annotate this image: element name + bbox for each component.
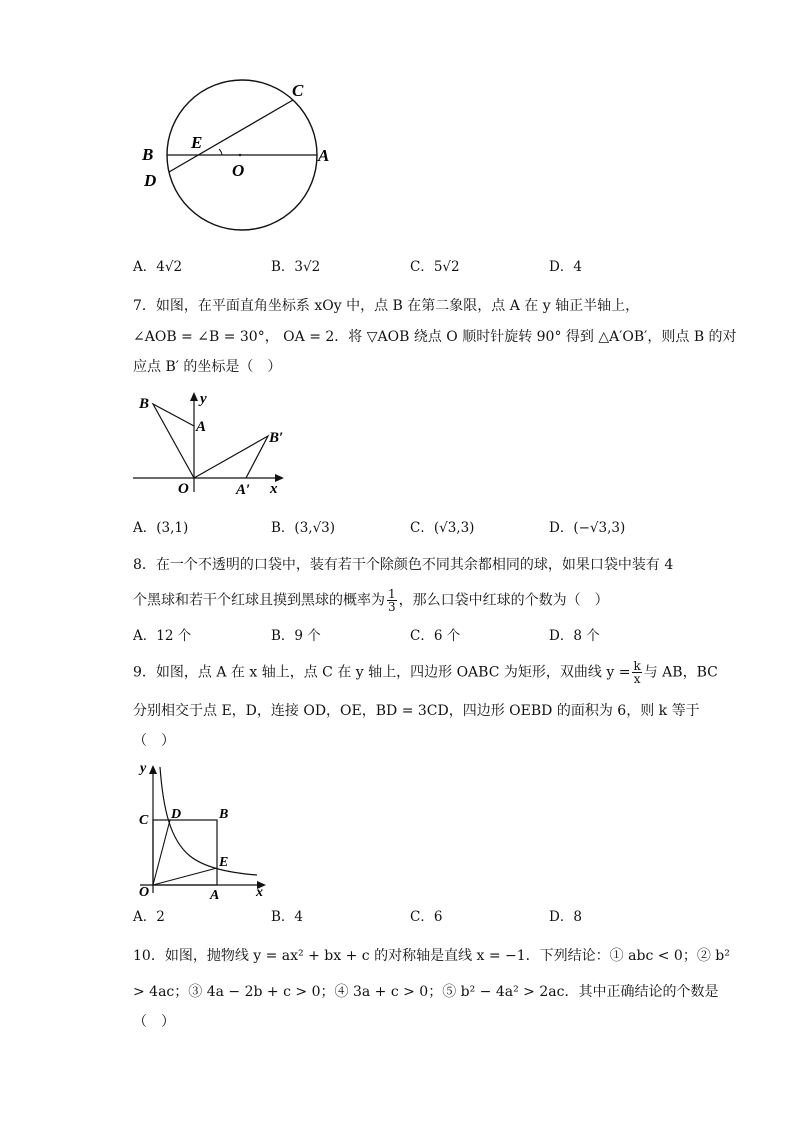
q6-option-b[interactable]: B．3√2: [271, 259, 321, 275]
q7-line-2: ∠AOB = ∠B = 30°， OA = 2．将 ▽AOB 绕点 O 顺时针旋转 90° 得到 △A′OB′，则点 B 的对: [133, 329, 737, 345]
q9-option-d[interactable]: D．8: [549, 909, 582, 925]
frac-numerator: k: [633, 659, 641, 673]
q9-line-1a: 9．如图，点 A 在 x 轴上，点 C 在 y 轴上，四边形 OABC 为矩形，双曲线 y =: [133, 664, 631, 681]
q10-line-1: 10．如图，抛物线 y = ax² + bx + c 的对称轴是直线 x = −1．下列结论：① abc < 0；② b²: [133, 948, 730, 964]
frac-denominator: 3: [388, 600, 396, 614]
label-o: O: [178, 481, 189, 497]
q9-line-2: 分别相交于点 E，D，连接 OD，OE，BD = 3CD，四边形 OEBD 的面积为 6，则 k 等于: [133, 703, 700, 719]
q7-option-b[interactable]: B．(3,√3): [271, 520, 336, 536]
q9-option-a[interactable]: A．2: [133, 909, 165, 925]
label-c: C: [292, 81, 304, 100]
hyperbola-fraction: [632, 660, 641, 685]
rectangle-oabc: [153, 820, 217, 885]
q8-option-d[interactable]: D．8 个: [549, 628, 600, 644]
q7-option-c[interactable]: C．(√3,3): [410, 520, 475, 536]
label-d: D: [144, 171, 157, 190]
label-c: C: [139, 813, 149, 828]
q7-option-a[interactable]: A．(3,1): [133, 520, 189, 536]
label-x: x: [270, 481, 278, 497]
frac-numerator: 1: [388, 587, 396, 601]
q8-option-b[interactable]: B．9 个: [271, 628, 321, 644]
angle-arc: [219, 149, 222, 155]
hyperbola-figure: [133, 758, 273, 903]
label-a: A: [318, 146, 330, 165]
q6-option-a[interactable]: A．4√2: [133, 259, 183, 275]
q8-line-1: 8．在一个不透明的口袋中，装有若干个除颜色不同其余都相同的球，如果口袋中装有 4: [133, 557, 674, 573]
label-e: E: [219, 855, 229, 870]
chord-dc: [169, 100, 293, 172]
q9-option-c[interactable]: C．6: [410, 909, 443, 925]
rotation-figure: [133, 388, 293, 498]
segment-od: [153, 820, 170, 885]
label-e: E: [191, 133, 203, 152]
probability-fraction: [387, 588, 397, 613]
label-a: A: [196, 419, 207, 435]
q7-line-3: 应点 B′ 的坐标是（ ）: [133, 359, 282, 375]
label-b: B: [139, 396, 150, 412]
q6-option-d[interactable]: D．4: [549, 259, 582, 275]
q6-option-c[interactable]: C．5√2: [410, 259, 460, 275]
q8-line-2b: ，那么口袋中红球的个数为（ ）: [398, 592, 609, 609]
label-o: O: [139, 885, 150, 900]
q9-line-1: [133, 660, 718, 688]
q8-line-2: [133, 588, 609, 616]
y-axis-arrow: [149, 765, 157, 774]
q7-option-d[interactable]: D．(−√3,3): [549, 520, 626, 536]
q10-line-3: （ ）: [133, 1014, 175, 1030]
q10-line-2: > 4ac；③ 4a − 2b + c > 0；④ 3a + c > 0；⑤ b² − 4a² > 2ac．其中正确结论的个数是: [133, 984, 719, 1000]
y-axis-arrow: [190, 392, 198, 401]
label-a: A: [210, 888, 220, 903]
label-b-prime: B′: [269, 430, 284, 446]
triangle-aob: [153, 404, 194, 478]
label-x: x: [256, 885, 263, 900]
label-y: y: [200, 391, 207, 407]
label-o: O: [232, 161, 245, 180]
q9-line-3: （ ）: [133, 733, 175, 749]
q8-option-a[interactable]: A．12 个: [133, 628, 192, 644]
segment-oe: [153, 868, 217, 885]
q9-option-b[interactable]: B．4: [271, 909, 304, 925]
label-b: B: [219, 807, 229, 822]
frac-denominator: x: [633, 672, 641, 686]
q8-option-c[interactable]: C．6 个: [410, 628, 461, 644]
label-y: y: [140, 761, 147, 776]
q9-line-1b: 与 AB，BC: [643, 664, 718, 681]
circle-figure: [138, 76, 348, 236]
triangle-a1ob1: [194, 436, 268, 478]
label-b: B: [142, 145, 154, 164]
label-a-prime: A′: [236, 482, 251, 498]
q7-line-1: 7．如图，在平面直角坐标系 xOy 中，点 B 在第二象限，点 A 在 y 轴正半轴上，: [133, 298, 640, 314]
center-dot: [239, 154, 241, 156]
q8-line-2a: 个黑球和若干个红球且摸到黑球的概率为: [133, 592, 385, 609]
label-d: D: [171, 807, 182, 822]
